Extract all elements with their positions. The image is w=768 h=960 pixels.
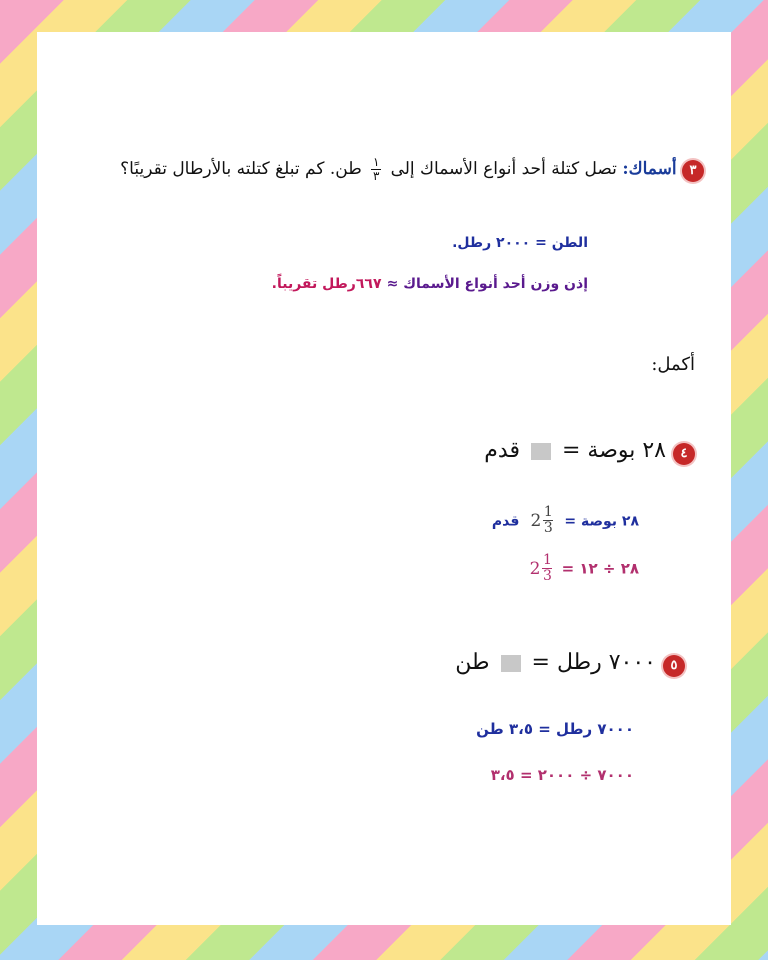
mixed-number: 2 1 3 — [529, 552, 552, 584]
question-number-badge: ٥ — [663, 655, 685, 677]
question-text-before: تصل كتلة أحد أنواع الأسماك إلى — [390, 159, 617, 179]
mixed-number: 2 1 3 — [530, 504, 553, 536]
answer-3-line-1: الطن = ٢٠٠٠ رطل. — [452, 235, 588, 251]
answer-4-line-1: ٢٨ بوصة = 2 1 3 قدم — [491, 504, 639, 536]
answer-3-value: ٦٦٧رطل تقريباً. — [271, 276, 382, 292]
answer-3-line-2 — [272, 273, 588, 292]
question-5 — [455, 650, 685, 677]
fraction-one-third: $\frac{١}{٣}$ — [372, 155, 380, 183]
question-5-unit: طن — [455, 650, 490, 675]
question-number-badge: ٤ — [673, 443, 695, 465]
question-4-unit: قدم — [484, 438, 520, 463]
question-number-badge: ٣ — [682, 160, 704, 182]
answer-blank-box[interactable] — [531, 443, 551, 460]
question-title: أسماك: — [622, 159, 677, 179]
complete-label: أكمل: — [651, 354, 695, 375]
answer-4-line-2: ٢٨ ÷ ١٢ = 2 1 3 — [529, 552, 639, 584]
question-4 — [484, 438, 695, 465]
question-3 — [120, 156, 704, 183]
answer-3-prefix: إذن وزن أحد أنواع الأسماك ≈ — [386, 276, 588, 292]
worksheet-page — [37, 32, 731, 925]
question-text-after: طن. كم تبلغ كتلته بالأرطال تقريبًا؟ — [120, 159, 362, 179]
answer-5-line-2: ٧٠٠٠ ÷ ٢٠٠٠ = ٣،٥ — [490, 766, 634, 784]
answer-5-line-1: ٧٠٠٠ رطل = ٣،٥ طن — [476, 720, 634, 738]
answer-blank-box[interactable] — [501, 655, 521, 672]
question-5-left: ٧٠٠٠ رطل = — [531, 650, 656, 675]
question-4-left: ٢٨ بوصة = — [561, 438, 666, 463]
